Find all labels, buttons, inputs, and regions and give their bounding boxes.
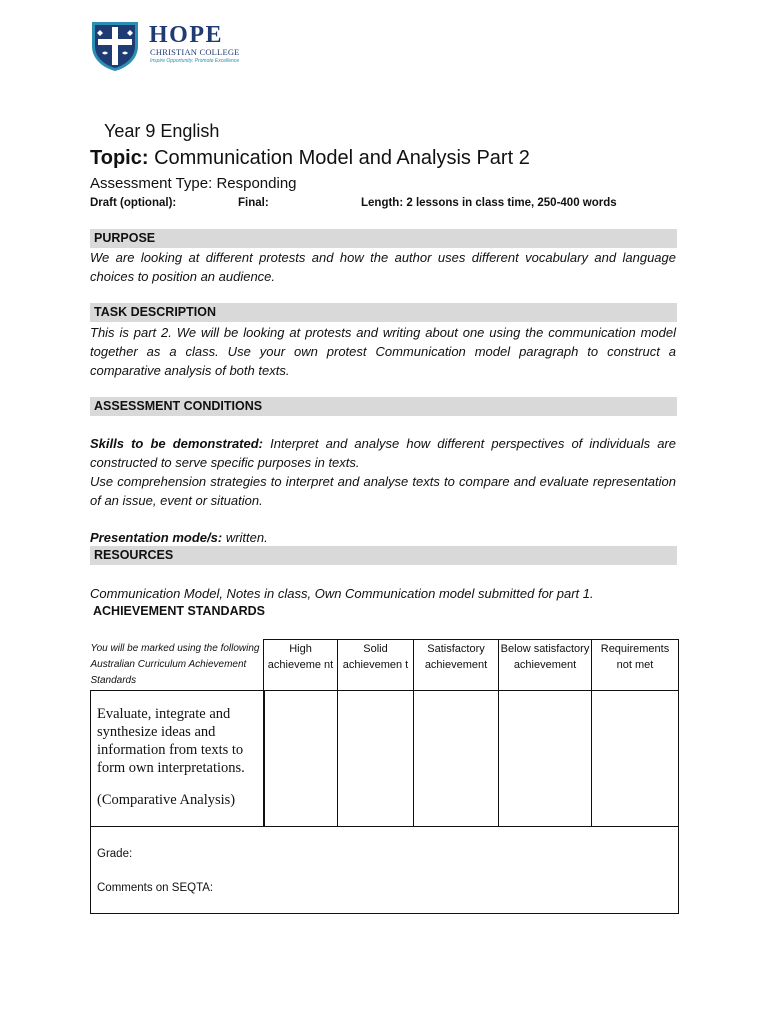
- conditions-heading-bar: [90, 397, 677, 416]
- purpose-text: We are looking at different protests and how the author uses different vocabulary and language choices to position an audience.: [90, 250, 676, 284]
- task-heading: TASK DESCRIPTION: [94, 305, 216, 319]
- column-header: Below satisfactory achievement: [499, 640, 592, 691]
- purpose-heading: PURPOSE: [94, 231, 156, 245]
- logo-tagline: Inspire Opportunity. Promote Excellence: [150, 58, 240, 64]
- mode-label: Presentation mode/s:: [90, 530, 223, 545]
- column-header: Solid achievemen t: [338, 640, 414, 691]
- column-header: High achieveme nt: [264, 640, 338, 691]
- criterion-note: (Comparative Analysis): [97, 792, 236, 808]
- grade-cell: [91, 827, 679, 914]
- skills-paragraph: [90, 434, 676, 472]
- rating-cell-high[interactable]: [264, 691, 338, 827]
- rating-cell-solid[interactable]: [338, 691, 414, 827]
- logo-subtitle: CHRISTIAN COLLEGE: [150, 47, 240, 57]
- resources-heading: RESOURCES: [94, 548, 174, 562]
- criterion-text: Evaluate, integrate and synthesize ideas and information from texts to form own interpretations.: [97, 706, 245, 776]
- college-logo: [90, 20, 250, 72]
- table-header-row: [91, 640, 679, 691]
- conditions-heading: ASSESSMENT CONDITIONS: [94, 399, 263, 413]
- logo-name: HOPE: [149, 22, 224, 48]
- draft-label: Draft (optional):: [90, 197, 177, 209]
- topic-text: Communication Model and Analysis Part 2: [154, 147, 530, 169]
- length-label: Length: 2 lessons in class time, 250-400 words: [361, 197, 617, 209]
- mode-text: written.: [225, 530, 268, 545]
- criterion-row: [91, 691, 679, 827]
- rating-cell-below[interactable]: [499, 691, 592, 827]
- grade-row: [91, 827, 679, 914]
- achievement-heading: ACHIEVEMENT STANDARDS: [93, 604, 265, 618]
- achievement-table: [90, 639, 679, 914]
- column-header: Satisfactory achievement: [414, 640, 499, 691]
- topic-title: [90, 145, 530, 171]
- comments-label: Comments on SEQTA:: [97, 882, 214, 894]
- final-label: Final:: [238, 197, 269, 209]
- assessment-type: Assessment Type: Responding: [90, 175, 297, 192]
- grade-label: Grade:: [97, 848, 133, 860]
- topic-label: Topic:: [90, 147, 149, 169]
- column-header: Requirements not met: [592, 640, 679, 691]
- task-text: This is part 2. We will be looking at protests and writing about one using the communication model together as a class. Use your own protest Communication model paragraph to construct a comparative analysis of both texts.: [90, 325, 676, 378]
- skills-label: Skills to be demonstrated:: [90, 436, 264, 451]
- presentation-mode: [90, 528, 676, 547]
- purpose-heading-bar: [90, 229, 677, 248]
- skills-text: Interpret and analyse how different perspectives of individuals are constructed to serve specific purposes in texts.: [90, 436, 676, 470]
- resources-text: Communication Model, Notes in class, Own Communication model submitted for part 1.: [90, 586, 594, 601]
- rating-cell-not-met[interactable]: [592, 691, 679, 827]
- task-heading-bar: [90, 303, 677, 322]
- criterion-cell: [91, 691, 264, 827]
- year-subject: Year 9 English: [104, 121, 220, 141]
- rating-cell-satisfactory[interactable]: [414, 691, 499, 827]
- shield-crest-icon: [90, 20, 140, 72]
- standards-intro: You will be marked using the following Australian Curriculum Achievement Standards: [91, 640, 264, 691]
- resources-heading-bar: [90, 546, 677, 565]
- skills-text-2: Use comprehension strategies to interpret and analyse texts to compare and evaluate representation of an issue, event or situation.: [90, 474, 676, 508]
